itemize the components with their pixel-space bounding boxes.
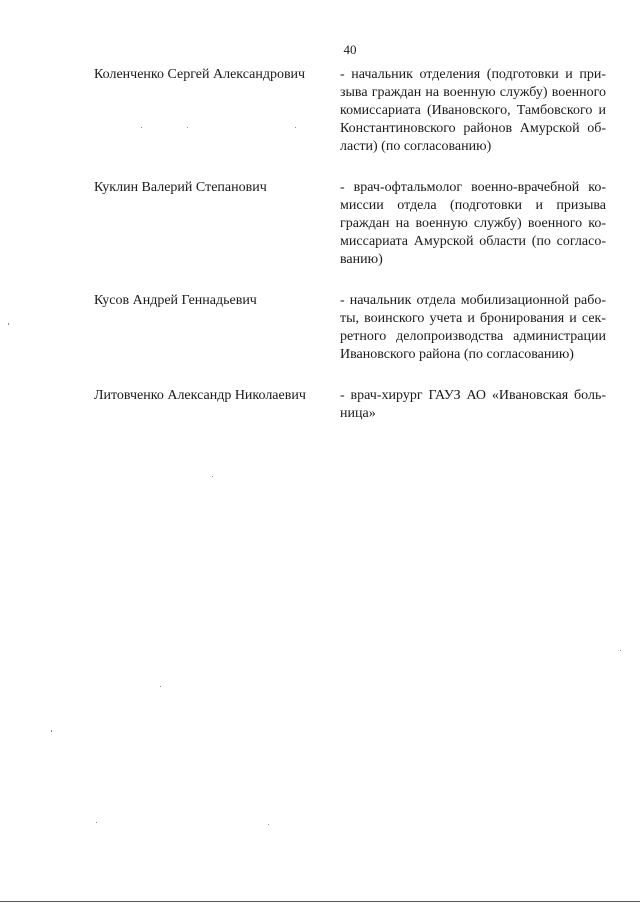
scan-edge-line bbox=[0, 901, 640, 902]
scan-speck bbox=[51, 730, 52, 732]
member-role bbox=[340, 66, 606, 156]
scan-speck bbox=[268, 824, 269, 825]
role-line: миссариата Амурской области (по согласо- bbox=[340, 234, 606, 249]
member-entry bbox=[94, 179, 614, 269]
scan-speck bbox=[160, 686, 161, 687]
scan-speck bbox=[8, 323, 9, 325]
commission-member-list bbox=[94, 66, 614, 446]
member-name: Куклин Валерий Степанович bbox=[94, 180, 267, 195]
scan-speck bbox=[96, 822, 97, 823]
scan-speck bbox=[187, 127, 188, 128]
member-role bbox=[340, 292, 606, 364]
scan-speck bbox=[295, 127, 296, 128]
role-line: ретного делопроизводства администрации bbox=[340, 329, 606, 344]
role-line: ты, воинского учета и бронирования и сек- bbox=[340, 311, 606, 326]
member-entry bbox=[94, 66, 614, 156]
member-entry bbox=[94, 292, 614, 364]
member-name: Коленченко Сергей Александрович bbox=[94, 67, 306, 82]
role-line: ласти) (по согласованию) bbox=[340, 139, 492, 154]
role-line: Ивановского района (по согласованию) bbox=[340, 347, 574, 362]
role-line: миссии отдела (подготовки и призыва bbox=[340, 198, 606, 213]
page-number: 40 bbox=[343, 42, 357, 57]
role-line: ванию) bbox=[340, 252, 383, 267]
role-line: - врач-хирург ГАУЗ АО «Ивановская боль- bbox=[340, 388, 606, 403]
role-line: зыва граждан на военную службу) военного bbox=[340, 85, 606, 100]
role-line: - начальник отделения (подготовки и при- bbox=[340, 67, 606, 82]
member-name: Литовченко Александр Николаевич bbox=[94, 388, 306, 403]
role-line: - врач-офтальмолог военно-врачебной ко- bbox=[340, 180, 606, 195]
member-name: Кусов Андрей Геннадьевич bbox=[94, 293, 257, 308]
member-role bbox=[340, 387, 606, 423]
role-line: ница» bbox=[340, 406, 376, 421]
member-role bbox=[340, 179, 606, 269]
role-line: - начальник отдела мобилизационной рабо- bbox=[340, 293, 606, 308]
scan-speck bbox=[620, 650, 621, 651]
scan-speck bbox=[141, 127, 142, 128]
role-line: граждан на военную службу) военного ко- bbox=[340, 216, 606, 231]
role-line: комиссариата (Ивановского, Тамбовского и bbox=[340, 103, 606, 118]
scan-speck bbox=[212, 476, 213, 477]
member-entry bbox=[94, 387, 614, 423]
role-line: Константиновского районов Амурской об- bbox=[340, 121, 606, 136]
